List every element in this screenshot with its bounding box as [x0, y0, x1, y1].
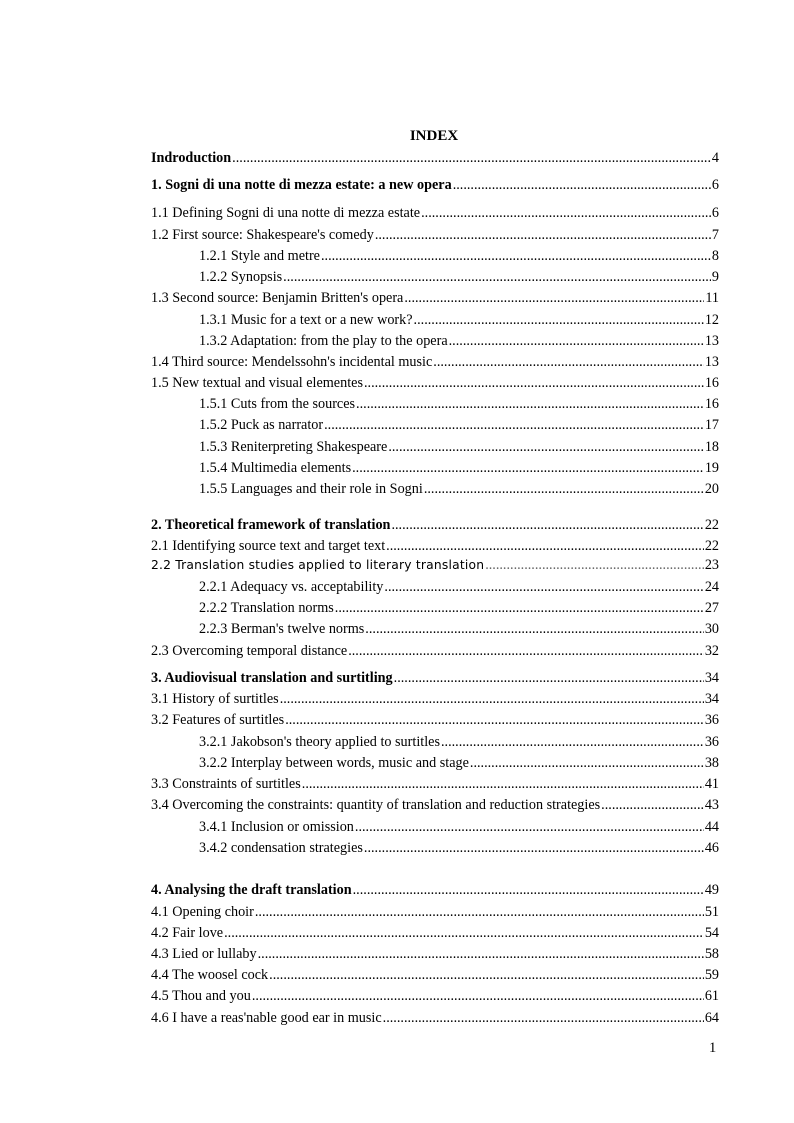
dot-leader [353, 880, 704, 900]
toc-entry-page: 22 [704, 517, 719, 533]
dot-leader [414, 310, 704, 330]
toc-entry-label: 1.5.3 Reniterpreting Shakespeare [199, 439, 388, 455]
dot-leader [388, 437, 703, 457]
dot-leader [352, 458, 704, 478]
toc-entry-page: 8 [711, 248, 719, 264]
toc-entry-page: 7 [711, 227, 719, 243]
toc-entry-label: 4.3 Lied or lullaby [151, 946, 257, 962]
toc-entry-page: 18 [704, 439, 719, 455]
toc-entry-label: 2.1 Identifying source text and target text [151, 538, 386, 554]
dot-leader [224, 923, 704, 943]
toc-entry-page: 43 [704, 797, 719, 813]
dot-leader [453, 175, 711, 195]
toc-entry-page: 36 [704, 734, 719, 750]
toc-entry-1-3-2[interactable] [199, 331, 719, 351]
toc-entry-chapter-1[interactable] [151, 175, 719, 195]
toc-entry-page: 34 [704, 691, 719, 707]
toc-entry-label: 1.5.2 Puck as narrator [199, 417, 324, 433]
toc-entry-page: 64 [704, 1010, 719, 1026]
toc-entry-page: 6 [711, 205, 719, 221]
toc-entry-page: 46 [704, 840, 719, 856]
toc-entry-label: 3.2.2 Interplay between words, music and stage [199, 755, 469, 771]
toc-entry-page: 24 [704, 579, 719, 595]
toc-entry-1-2-2[interactable] [199, 267, 719, 287]
toc-entry-page: 36 [704, 712, 719, 728]
toc-entry-label: 3.3 Constraints of surtitles [151, 776, 301, 792]
dot-leader [269, 965, 704, 985]
toc-entry-page: 11 [705, 290, 719, 306]
toc-entry-label: 2.2 Translation studies applied to literary translation [151, 558, 485, 572]
toc-entry-label: 3.4.2 condensation strategies [199, 840, 363, 856]
toc-entry-3-4-1[interactable] [199, 817, 719, 837]
toc-entry-introduction[interactable] [151, 148, 719, 168]
dot-leader [280, 689, 704, 709]
dot-leader [232, 148, 711, 168]
toc-entry-page: 61 [704, 988, 719, 1004]
dot-leader [258, 944, 704, 964]
toc-entry-label: 2. Theoretical framework of translation [151, 517, 391, 533]
toc-entry-page: 32 [704, 643, 719, 659]
toc-entry-3-1[interactable] [151, 689, 719, 709]
toc-entry-page: 38 [704, 755, 719, 771]
toc-entry-2-2[interactable] [151, 555, 719, 575]
toc-entry-4-1[interactable] [151, 902, 719, 922]
toc-entry-page: 27 [704, 600, 719, 616]
toc-entry-1-3[interactable] [151, 288, 719, 308]
dot-leader [321, 246, 711, 266]
toc-entry-page: 49 [704, 882, 719, 898]
toc-entry-label: 4.6 I have a reas'nable good ear in music [151, 1010, 382, 1026]
dot-leader [283, 267, 711, 287]
toc-entry-label: 3.4.1 Inclusion or omission [199, 819, 354, 835]
toc-entry-3-2[interactable] [151, 710, 719, 730]
toc-entry-1-5[interactable] [151, 373, 719, 393]
toc-entry-page: 54 [704, 925, 719, 941]
dot-leader [255, 902, 704, 922]
toc-entry-1-1[interactable] [151, 203, 719, 223]
toc-entry-label: Indroduction [151, 150, 232, 166]
dot-leader [394, 668, 704, 688]
toc-entry-page: 41 [704, 776, 719, 792]
toc-entry-label: 4.5 Thou and you [151, 988, 251, 1004]
toc-entry-label: 1.2 First source: Shakespeare's comedy [151, 227, 374, 243]
dot-leader [252, 986, 704, 1006]
dot-leader [441, 732, 704, 752]
toc-entry-page: 4 [711, 150, 719, 166]
toc-entry-page: 19 [704, 460, 719, 476]
dot-leader [424, 479, 704, 499]
toc-entry-3-2-2[interactable] [199, 753, 719, 773]
toc-entry-label: 1.2.2 Synopsis [199, 269, 283, 285]
toc-entry-page: 17 [704, 417, 719, 433]
dot-leader [364, 838, 704, 858]
toc-entry-4-5[interactable] [151, 986, 719, 1006]
toc-entry-4-6[interactable] [151, 1008, 719, 1028]
toc-entry-label: 1.5 New textual and visual elementes [151, 375, 363, 391]
toc-entry-3-3[interactable] [151, 774, 719, 794]
toc-entry-label: 4.4 The woosel cock [151, 967, 269, 983]
dot-leader [355, 817, 704, 837]
dot-leader [348, 641, 704, 661]
toc-entry-label: 3.2 Features of surtitles [151, 712, 285, 728]
toc-entry-1-2[interactable] [151, 225, 719, 245]
dot-leader [383, 1008, 704, 1028]
toc-entry-page: 9 [711, 269, 719, 285]
toc-entry-page: 22 [704, 538, 719, 554]
toc-entry-page: 16 [704, 375, 719, 391]
toc-entry-page: 59 [704, 967, 719, 983]
toc-entry-2-2-3[interactable] [199, 619, 719, 639]
dot-leader [335, 598, 704, 618]
toc-entry-2-2-2[interactable] [199, 598, 719, 618]
toc-entry-label: 1.5.5 Languages and their role in Sogni [199, 481, 423, 497]
dot-leader [384, 577, 703, 597]
dot-leader [470, 753, 704, 773]
toc-entry-label: 4. Analysing the draft translation [151, 882, 352, 898]
dot-leader [449, 331, 704, 351]
dot-leader [601, 795, 704, 815]
toc-entry-label: 3.2.1 Jakobson's theory applied to surtitles [199, 734, 440, 750]
toc-entry-page: 12 [704, 312, 719, 328]
dot-leader [391, 515, 703, 535]
toc-entry-page: 34 [704, 670, 719, 686]
toc-entry-chapter-4[interactable] [151, 880, 719, 900]
toc-entry-label: 3. Audiovisual translation and surtitling [151, 670, 393, 686]
toc-entry-label: 1.3 Second source: Benjamin Britten's opera [151, 290, 404, 306]
toc-entry-label: 1.5.1 Cuts from the sources [199, 396, 356, 412]
toc-entry-label: 4.1 Opening choir [151, 904, 254, 920]
toc-entry-page: 58 [704, 946, 719, 962]
toc-entry-page: 16 [704, 396, 719, 412]
dot-leader [433, 352, 704, 372]
toc-entry-page: 44 [704, 819, 719, 835]
toc-entry-3-2-1[interactable] [199, 732, 719, 752]
toc-entry-page: 20 [704, 481, 719, 497]
toc-entry-label: 2.3 Overcoming temporal distance [151, 643, 348, 659]
toc-entry-label: 1.4 Third source: Mendelssohn's incidental music [151, 354, 433, 370]
toc-entry-label: 1.2.1 Style and metre [199, 248, 320, 264]
toc-entry-1-5-5[interactable] [199, 479, 719, 499]
dot-leader [421, 203, 711, 223]
toc-entry-label: 3.1 History of surtitles [151, 691, 279, 707]
toc-entry-page: 6 [711, 177, 719, 193]
dot-leader [364, 373, 704, 393]
index-title: INDEX [409, 128, 459, 144]
toc-entry-label: 2.2.1 Adequacy vs. acceptability [199, 579, 384, 595]
toc-entry-4-2[interactable] [151, 923, 719, 943]
toc-entry-page: 23 [704, 557, 719, 573]
toc-entry-1-2-1[interactable] [199, 246, 719, 266]
toc-entry-label: 1.5.4 Multimedia elements [199, 460, 352, 476]
toc-entry-4-4[interactable] [151, 965, 719, 985]
toc-entry-1-3-1[interactable] [199, 310, 719, 330]
toc-entry-label: 1.1 Defining Sogni di una notte di mezza estate [151, 205, 421, 221]
toc-entry-3-4[interactable] [151, 795, 719, 815]
page-number: 1 [709, 1040, 717, 1056]
toc-entry-chapter-2[interactable] [151, 515, 719, 535]
toc-entry-page: 13 [704, 354, 719, 370]
dot-leader [404, 288, 704, 308]
toc-entry-1-5-3[interactable] [199, 437, 719, 457]
dot-leader [365, 619, 704, 639]
dot-leader [285, 710, 704, 730]
toc-entry-label: 1. Sogni di una notte di mezza estate: a new opera [151, 177, 452, 193]
toc-entry-chapter-3[interactable] [151, 668, 719, 688]
toc-entry-1-4[interactable] [151, 352, 719, 372]
toc-entry-page: 13 [704, 333, 719, 349]
dot-leader [356, 394, 704, 414]
toc-entry-4-3[interactable] [151, 944, 719, 964]
dot-leader [485, 555, 704, 575]
toc-entry-2-2-1[interactable] [199, 577, 719, 597]
toc-entry-label: 2.2.2 Translation norms [199, 600, 334, 616]
toc-entry-page: 30 [704, 621, 719, 637]
toc-entry-1-5-4[interactable] [199, 458, 719, 478]
dot-leader [324, 415, 704, 435]
toc-entry-2-3[interactable] [151, 641, 719, 661]
toc-entry-label: 4.2 Fair love [151, 925, 224, 941]
toc-entry-label: 1.3.1 Music for a text or a new work? [199, 312, 413, 328]
toc-entry-label: 2.2.3 Berman's twelve norms [199, 621, 365, 637]
toc-entry-label: 1.3.2 Adaptation: from the play to the opera [199, 333, 448, 349]
toc-entry-label: 3.4 Overcoming the constraints: quantity of translation and reduction strategies [151, 797, 601, 813]
toc-entry-3-4-2[interactable] [199, 838, 719, 858]
dot-leader [375, 225, 711, 245]
toc-entry-1-5-2[interactable] [199, 415, 719, 435]
toc-entry-2-1[interactable] [151, 536, 719, 556]
dot-leader [302, 774, 704, 794]
toc-entry-1-5-1[interactable] [199, 394, 719, 414]
toc-entry-page: 51 [704, 904, 719, 920]
dot-leader [386, 536, 704, 556]
